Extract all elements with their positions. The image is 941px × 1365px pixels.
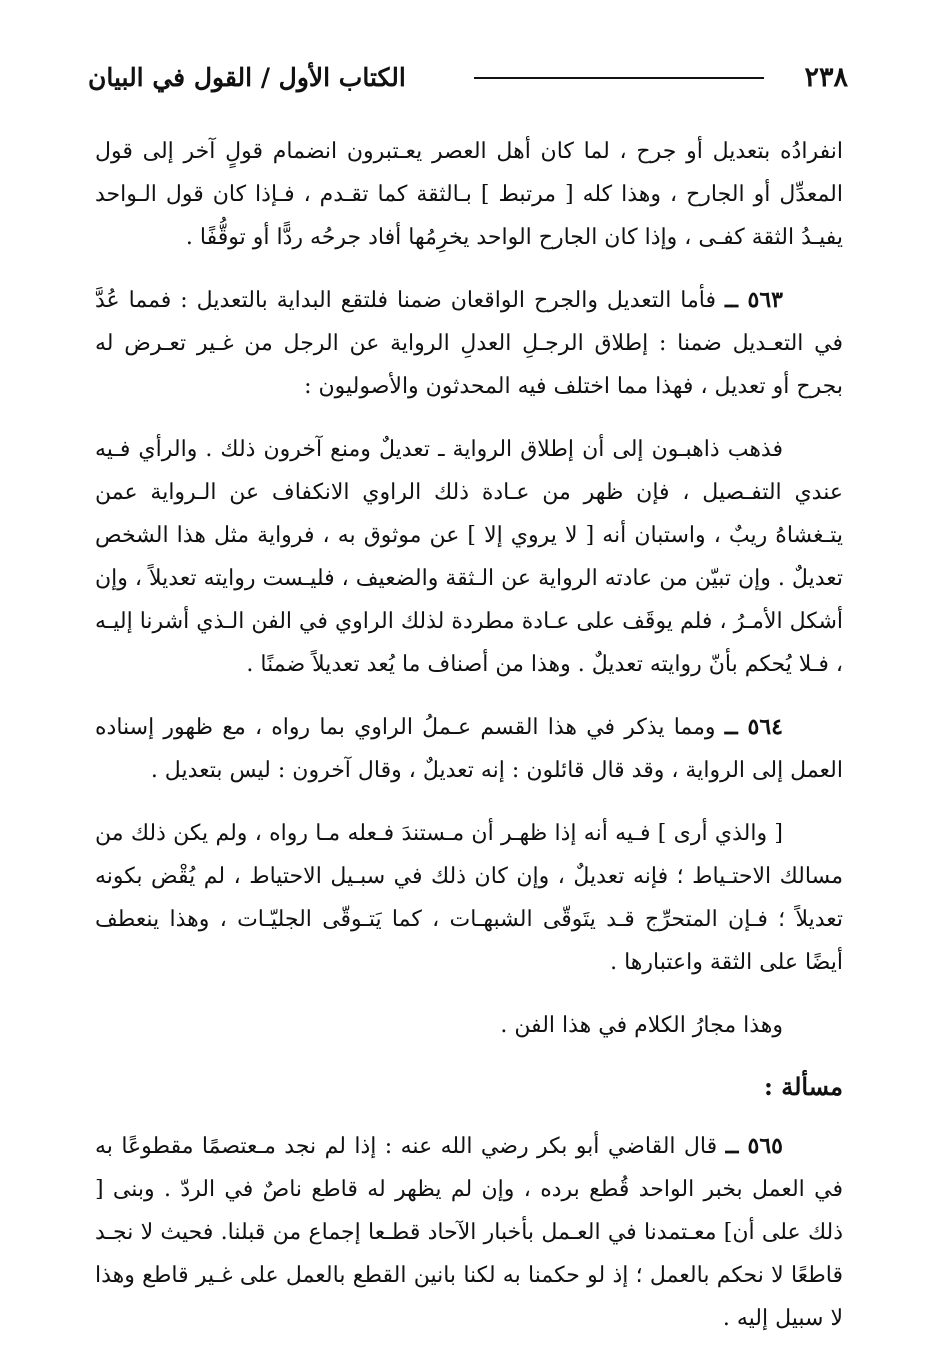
paragraph-opinion-narration (95, 428, 843, 686)
page-header (88, 58, 848, 98)
paragraph-text: وهذا مجارُ الكلام في هذا الفن . (500, 1013, 783, 1038)
paragraph-continuation (95, 130, 843, 259)
paragraph-text: فذهب ذاهبـون إلى أن إطلاق الرواية ـ تعديلٌ ومنع آخرون ذلك . والرأي فـيه عندي التفـصيل ، فإن ظهر من عـادة ذلك الراوي الانكفاف عن الـرواية عمن يتـغشاهُ ريبٌ ، واستبان أنه [ لا يروي إلا ] عن موثوق به ، فرواية مثل هذا الشخص تعديلٌ . وإن تبيّن من عادته الرواية عن الـثقة والضعيف ، فليـست روايته تعديلاً ، وإن أشكل الأمـرُ ، فلم يوقَف على عـادة مطردة لذلك الراوي في الفن الـذي أشرنا إليـه ، فـلا يُحكم بأنّ روايته تعديلٌ . وهذا من أصناف ما يُعد تعديلاً ضمنًا . (95, 437, 843, 677)
paragraph-text: قال القاضي أبو بكر رضي الله عنه : إذا لم نجد مـعتصمًا مقطوعًا به في العمل بخبر الواحد قُطع برده ، وإن لم يظهر له قاطع ناصٌ في الردّ . وبنى [ ذلك على أن] معـتمدنا في العـمل بأخبار الآحاد قطـعا إجماع من قبلنا. فحيث لا نجـد قاطعًا لا نحكم بالعمل ؛ إذ لو حكمنا به لكنا بانين القطع بالعمل على غـير قاطع وهذا لا سبيل إليه . (95, 1134, 843, 1331)
paragraph-number: ٥٦٤ ــ (724, 714, 783, 740)
paragraph-564 (95, 706, 843, 792)
paragraph-number: ٥٦٣ ــ (725, 287, 783, 313)
paragraph-opinion-practice (95, 812, 843, 984)
page-body (95, 130, 843, 1360)
paragraph-text: فأما التعديل والجرح الواقعان ضمنا فلتقع البداية بالتعديل : فمما عُدَّ في التعـديل ضمنا : إطلاق الرجـلِ العدلِ الرواية عن الرجل من غـير تعـرض له بجرح أو تعديل ، فهذا مما اختلف فيه المحدثون والأصوليون : (95, 288, 843, 399)
section-heading: مسألة : (764, 1072, 843, 1101)
paragraph-565 (95, 1125, 843, 1340)
page-number: ٢٣٨ (804, 62, 848, 93)
running-title: الكتاب الأول / القول في البيان (88, 63, 406, 92)
paragraph-text: ومما يذكر في هذا القسم عـملُ الراوي بما رواه ، مع ظهور إسناده العمل إلى الرواية ، وقد قال قائلون : إنه تعديلٌ ، وقال آخرون : ليس بتعديل . (95, 715, 843, 783)
paragraph-text: انفرادُه بتعديل أو جرح ، لما كان أهل العصر يعـتبرون انضمام قولٍ آخر إلى قول المعدِّل أو الجارح ، وهذا كله [ مرتبط ] بـالثقة كما تقـدم ، فـإذا كان قول الـواحد يفيـدُ الثقة كفـى ، وإذا كان الجارح الواحد يخرِمُها أفاد جرحُه ردًّا أو توقُّفًا . (95, 139, 843, 250)
paragraph-563 (95, 279, 843, 408)
paragraph-text: [ والذي أرى ] فـيه أنه إذا ظهـر أن مـستندَ فـعله مـا رواه ، ولم يكن ذلك من مسالك الاحتـياط ؛ فإنه تعديلٌ ، وإن كان ذلك في سبـيل الاحتياط ، لم يُقْض بكونه تعديلاً ؛ فـإن المتحرِّج قـد يتَوقّى الشبهـات ، كما يَتـوقّى الجليّـات ، وهذا ينعطف أيضًا على الثقة واعتبارها . (95, 821, 844, 975)
paragraph-closing (95, 1004, 843, 1047)
paragraph-number: ٥٦٥ ــ (725, 1133, 783, 1159)
header-rule (474, 77, 764, 79)
